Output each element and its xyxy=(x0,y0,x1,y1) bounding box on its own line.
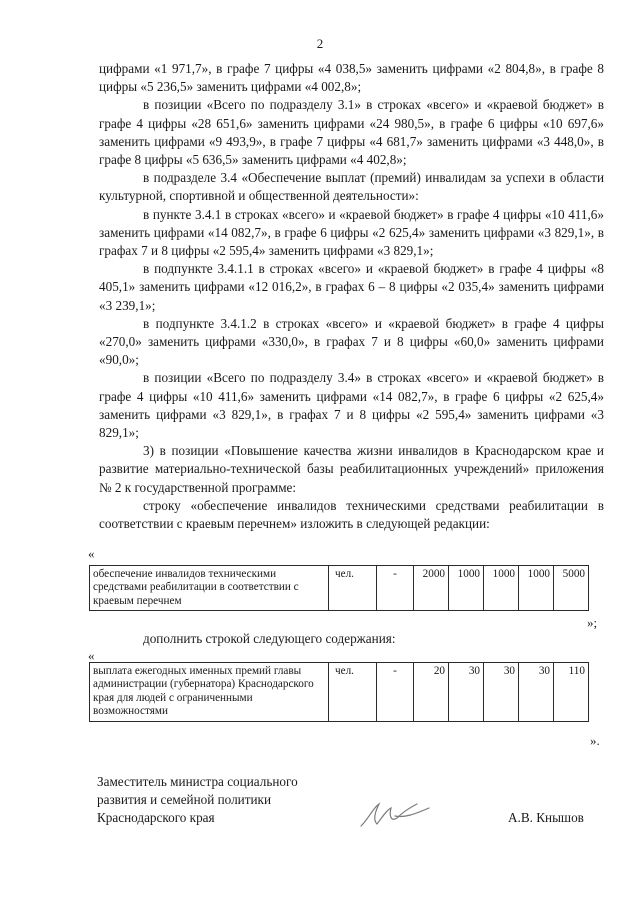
row-value: 30 xyxy=(449,663,484,722)
paragraph: в подпункте 3.4.1.1 в строках «всего» и «краевой бюджет» в графе 4 цифры «8 405,1» заменить цифрами «12 016,2», в графах 6 – 8 цифры «2 035,4» заменить цифрами «3 239,1»; xyxy=(99,261,604,313)
paragraph: в подразделе 3.4 «Обеспечение выплат (премий) инвалидам за успехи в области культурной, спортивной и общественной деятельности»: xyxy=(99,170,604,204)
row-value: 1000 xyxy=(519,566,554,611)
row-dash: - xyxy=(377,566,414,611)
row-name: выплата ежегодных именных премий главы администрации (губернатора) Краснодарского края для людей с ограниченными возможностями xyxy=(90,663,329,722)
signatory-name: А.В. Кнышов xyxy=(508,810,584,825)
row-value: 30 xyxy=(519,663,554,722)
row-value: 1000 xyxy=(449,566,484,611)
row-value: 20 xyxy=(414,663,449,722)
row-value: 110 xyxy=(554,663,589,722)
paragraph: в позиции «Всего по подразделу 3.4» в строках «всего» и «краевой бюджет» в графе 4 цифры «10 411,6» заменить цифрами «14 082,7», в графе 6 цифры «2 625,4» заменить цифрами «3 829,1», в графах 7 и 8 цифры «2 595,4» заменить цифрами «3 829,1»; xyxy=(99,370,604,441)
paragraph: строку «обеспечение инвалидов техническими средствами реабилитации в соответствии с краевым перечнем» изложить в следующей редакции: xyxy=(99,497,604,532)
paragraph: 3) в позиции «Повышение качества жизни инвалидов в Краснодарском крае и развитие материально-технической базы реабилитационных учреждений» приложения № 2 к государственной программе: xyxy=(99,443,604,495)
paragraph: цифрами «1 971,7», в графе 7 цифры «4 038,5» заменить цифрами «2 804,8», в графе 8 цифры «5 236,5» заменить цифрами «4 002,8»; xyxy=(99,61,604,95)
table-row xyxy=(90,663,589,722)
lead-text: дополнить строкой следующего содержания: xyxy=(143,631,396,646)
signatory-title-line: Краснодарского края xyxy=(97,810,215,826)
amendment-table-1 xyxy=(89,565,589,611)
row-value: 5000 xyxy=(554,566,589,611)
row-value: 30 xyxy=(484,663,519,722)
row-value: 2000 xyxy=(414,566,449,611)
amendment-table-2 xyxy=(89,662,589,722)
row-name: обеспечение инвалидов техническими средствами реабилитации в соответствии с краевым перечнем xyxy=(90,566,329,611)
paragraph: в пункте 3.4.1 в строках «всего» и «краевой бюджет» в графе 4 цифры «10 411,6» заменить цифрами «14 082,7», в графе 6 цифры «2 625,4» заменить цифрами «3 829,1», в графах 7 и 8 цифры «2 595,4» заменить цифрами «3 829,1»; xyxy=(99,206,604,259)
signatory-title xyxy=(97,773,298,828)
signatory-title-line: развития и семейной политики xyxy=(97,792,272,808)
opening-quote: « xyxy=(88,546,95,561)
closing-quote: »; xyxy=(587,615,598,630)
handwritten-signature xyxy=(355,796,435,832)
body-text xyxy=(99,60,604,533)
row-value: 1000 xyxy=(484,566,519,611)
opening-quote: « xyxy=(88,648,95,663)
row-unit: чел. xyxy=(329,663,377,722)
paragraph: в позиции «Всего по подразделу 3.1» в строках «всего» и «краевой бюджет» в графе 4 цифры «28 651,6» заменить цифрами «24 980,5», в графе 6 цифры «10 697,6» заменить цифрами «9 493,9», в графе 7 цифры «4 681,7» заменить цифрами «3 448,0», в графе 8 цифры «5 636,5» заменить цифрами «4 402,8»; xyxy=(99,97,604,168)
signatory-title-line: Заместитель министра социального xyxy=(97,774,298,789)
page-number: 2 xyxy=(316,36,324,51)
table-row xyxy=(90,566,589,611)
closing-quote: ». xyxy=(590,733,600,748)
row-unit: чел. xyxy=(329,566,377,611)
paragraph: в подпункте 3.4.1.2 в строках «всего» и «краевой бюджет» в графе 4 цифры «270,0» заменить цифрами «330,0», в графах 7 и 8 цифры «60,0» заменить цифрами «90,0»; xyxy=(99,315,604,368)
row-dash: - xyxy=(377,663,414,722)
